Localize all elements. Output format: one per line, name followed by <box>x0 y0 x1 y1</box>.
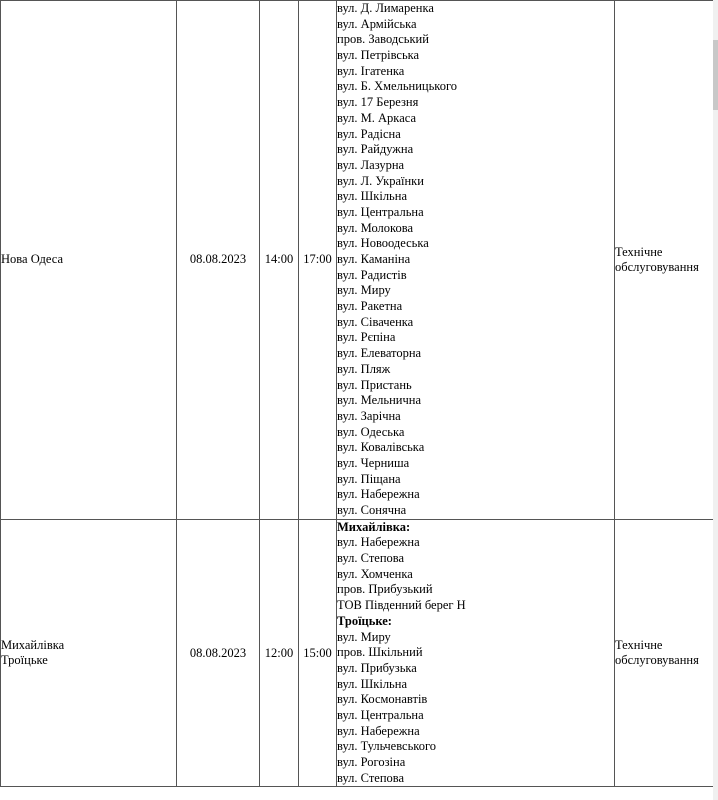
settlement-name: Нова Одеса <box>1 252 64 267</box>
street-name: вул. Ковалівська <box>337 440 425 455</box>
street-name: вул. Райдужна <box>337 142 414 157</box>
end-time: 15:00 <box>303 645 332 660</box>
street-name: вул. Набережна <box>337 535 420 550</box>
street-name: вул. Шкільна <box>337 676 407 691</box>
end-time-cell <box>299 519 337 787</box>
end-time-cell <box>299 1 337 520</box>
schedule-row <box>1 1 714 520</box>
street-name: пров. Прибузький <box>337 582 433 597</box>
street-name: вул. Ігатенка <box>337 63 405 78</box>
street-name: вул. Каманіна <box>337 252 411 266</box>
street-name: вул. Шкільна <box>337 189 407 204</box>
street-name: вул. Рогозіна <box>337 755 406 769</box>
start-time-cell <box>260 1 299 520</box>
street-name: вул. Армійська <box>337 16 417 31</box>
street-name: вул. Набережна <box>337 723 420 738</box>
settlement-name: Троїцьке <box>1 653 48 668</box>
street-name: вул. Піщана <box>337 471 401 486</box>
street-name: вул. Радистів <box>337 267 407 282</box>
street-name: вул. Б. Хмельницького <box>337 79 458 94</box>
end-time: 17:00 <box>303 252 332 267</box>
reason-cell <box>615 1 714 520</box>
start-time: 14:00 <box>264 252 294 267</box>
street-name: вул. Степова <box>337 770 405 785</box>
streets-cell <box>337 1 615 520</box>
start-time-cell <box>260 519 299 787</box>
date-cell <box>177 1 260 520</box>
street-name: вул. Рєпіна <box>337 330 396 345</box>
street-name: вул. Тульчевського <box>337 739 437 754</box>
schedule-row <box>1 519 714 787</box>
street-name: вул. Петрівська <box>337 48 420 63</box>
street-name: вул. Миру <box>337 629 391 644</box>
street-name: вул. Молокова <box>337 220 414 235</box>
street-name: вул. Одеська <box>337 424 405 439</box>
streets-cell <box>337 519 615 787</box>
settlement-cell <box>1 1 177 520</box>
street-name: вул. 17 Березня <box>337 95 419 110</box>
settlement-name: Михайлівка <box>1 638 65 653</box>
street-name: вул. Радісна <box>337 126 401 141</box>
settlement-heading: Троїцьке: <box>337 613 392 628</box>
outage-date: 08.08.2023 <box>189 252 247 267</box>
street-name: вул. Новоодеська <box>337 236 429 251</box>
street-name: пров. Заводський <box>337 32 429 47</box>
street-name: вул. Пристань <box>337 377 412 392</box>
reason-text: Технічне <box>615 638 663 653</box>
street-name: вул. Хомченка <box>337 566 413 581</box>
start-time: 12:00 <box>264 645 294 660</box>
street-name: вул. Елеваторна <box>337 346 422 361</box>
reason-text: обслуговування <box>615 259 699 274</box>
street-name: вул. Д. Лимаренка <box>337 1 434 15</box>
street-name: вул. Сіваченка <box>337 314 414 329</box>
street-name: вул. Центральна <box>337 707 424 722</box>
street-name: вул. Космонавтів <box>337 692 428 707</box>
scrollbar-thumb[interactable] <box>713 40 718 110</box>
street-name: вул. Зарічна <box>337 408 401 423</box>
reason-text: обслуговування <box>615 653 699 668</box>
date-cell <box>177 519 260 787</box>
street-name: вул. Черниша <box>337 455 410 470</box>
street-name: вул. Л. Українки <box>337 173 424 188</box>
street-name: вул. М. Аркаса <box>337 110 416 125</box>
street-name: вул. Ракетна <box>337 299 403 314</box>
street-name: вул. Степова <box>337 551 405 566</box>
vertical-scrollbar[interactable] <box>713 0 718 800</box>
settlement-heading: Михайлівка: <box>337 519 411 534</box>
street-name: вул. Лазурна <box>337 157 405 172</box>
schedule-body <box>1 1 714 787</box>
reason-cell <box>615 519 714 787</box>
street-name: вул. Набережна <box>337 487 420 502</box>
street-name: вул. Пляж <box>337 361 391 376</box>
street-name: вул. Центральна <box>337 204 424 219</box>
settlement-cell <box>1 519 177 787</box>
street-name: вул. Миру <box>337 283 391 298</box>
street-name: вул. Прибузька <box>337 660 417 675</box>
street-name: ТОВ Південний берег Н <box>337 598 466 613</box>
street-name: вул. Сонячна <box>337 503 407 517</box>
outage-date: 08.08.2023 <box>189 645 247 660</box>
reason-text: Технічне <box>615 244 663 259</box>
street-name: вул. Мельнична <box>337 393 422 408</box>
street-name: пров. Шкільний <box>337 645 423 660</box>
